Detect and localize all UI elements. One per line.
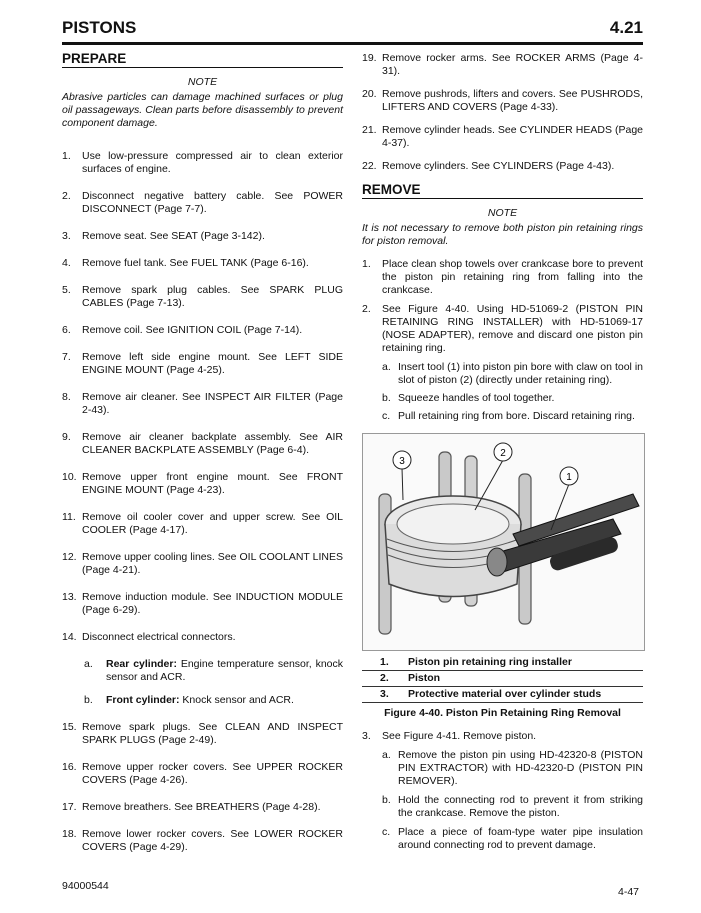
figure-caption: Figure 4-40. Piston Pin Retaining Ring Removal (384, 707, 621, 719)
step: 4. Remove fuel tank. See FUEL TANK (Page 6-16). (62, 257, 309, 269)
substep: b. Front cylinder: Knock sensor and ACR. (84, 694, 294, 706)
substep: a. Insert tool (1) into piston pin bore with claw on tool in slot of piston (2) (directly under retaining ring). (382, 361, 643, 386)
step: 19. Remove rocker arms. See ROCKER ARMS (Page 4-31). (362, 52, 643, 77)
step: 21. Remove cylinder heads. See CYLINDER HEADS (Page 4-37). (362, 124, 643, 149)
substep: b. Hold the connecting rod to prevent it from striking the crankcase. Remove the piston. (382, 794, 643, 819)
step: 2. See Figure 4-40. Using HD-51069-2 (PISTON PIN RETAINING RING INSTALLER) with HD-51069-17 (NOSE ADAPTER), remove and discard one piston pin retaining ring. (362, 303, 643, 354)
step: 2. Disconnect negative battery cable. See POWER DISCONNECT (Page 7-7). (62, 190, 343, 215)
step: 16. Remove upper rocker covers. See UPPER ROCKER COVERS (Page 4-26). (62, 761, 343, 786)
step: 7. Remove left side engine mount. See LEFT SIDE ENGINE MOUNT (Page 4-25). (62, 351, 343, 376)
step: 20. Remove pushrods, lifters and covers. See PUSHRODS, LIFTERS AND COVERS (Page 4-33). (362, 88, 643, 113)
step: 11. Remove oil cooler cover and upper screw. See OIL COOLER (Page 4-17). (62, 511, 343, 536)
note-title: NOTE (487, 207, 518, 219)
step: 1. Use low-pressure compressed air to clean exterior surfaces of engine. (62, 150, 343, 175)
note-body: It is not necessary to remove both piston pin retaining rings for piston removal. (362, 222, 643, 247)
step: 15. Remove spark plugs. See CLEAN AND INSPECT SPARK PLUGS (Page 2-49). (62, 721, 343, 746)
left-column (62, 52, 343, 868)
step: 5. Remove spark plug cables. See SPARK PLUG CABLES (Page 7-13). (62, 284, 343, 309)
substep: c. Place a piece of foam-type water pipe insulation around connecting rod to prevent damage. (382, 826, 643, 851)
prepare-heading: PREPARE (62, 52, 343, 68)
step: 6. Remove coil. See IGNITION COIL (Page 7-14). (62, 324, 303, 336)
step: 18. Remove lower rocker covers. See LOWER ROCKER COVERS (Page 4-29). (62, 828, 343, 853)
substep: a. Rear cylinder: Engine temperature sensor, knock sensor and ACR. (84, 658, 344, 683)
note-body: Abrasive particles can damage machined surfaces or plug oil passageways. Clean parts before disassembly to prevent component damage. (62, 91, 343, 129)
callout-1: 1 (566, 472, 572, 483)
substep: c. Pull retaining ring from bore. Discard retaining ring. (382, 410, 635, 422)
step: 3. Remove seat. See SEAT (Page 3-142). (62, 230, 265, 242)
remove-heading: REMOVE (362, 183, 643, 199)
note-title: NOTE (187, 76, 218, 88)
step: 10. Remove upper front engine mount. See FRONT ENGINE MOUNT (Page 4-23). (62, 471, 343, 496)
page-number: 4-47 (618, 886, 640, 898)
step: 9. Remove air cleaner backplate assembly. See AIR CLEANER BACKPLATE ASSEMBLY (Page 6-4). (62, 431, 343, 456)
callout-3: 3 (399, 456, 405, 467)
page-title: PISTONS (62, 18, 137, 37)
step: 13. Remove induction module. See INDUCTION MODULE (Page 6-29). (62, 591, 343, 616)
legend-row: 3. Protective material over cylinder studs (362, 687, 643, 703)
legend-row: 1. Piston pin retaining ring installer (362, 655, 643, 671)
substep: b. Squeeze handles of tool together. (382, 392, 555, 404)
step: 12. Remove upper cooling lines. See OIL COOLANT LINES (Page 4-21). (62, 551, 343, 576)
document-number: 94000544 (62, 880, 109, 892)
step: 3. See Figure 4-41. Remove piston. (362, 730, 537, 742)
callout-2: 2 (500, 448, 506, 459)
step: 8. Remove air cleaner. See INSPECT AIR FILTER (Page 2-43). (62, 391, 343, 416)
legend-row: 2. Piston (362, 671, 643, 687)
figure-image (362, 433, 645, 651)
step: 1. Place clean shop towels over crankcase bore to prevent the piston pin retaining ring from falling into the crankcase. (362, 258, 643, 296)
section-number: 4.21 (609, 18, 643, 37)
step: 17. Remove breathers. See BREATHERS (Page 4-28). (62, 801, 321, 813)
substep: a. Remove the piston pin using HD-42320-8 (PISTON PIN EXTRACTOR) with HD-42320-D (PISTON PIN REMOVER). (382, 749, 643, 787)
step: 14. Disconnect electrical connectors. (62, 631, 236, 643)
page-header (62, 16, 643, 45)
right-column (362, 52, 643, 852)
figure-legend (362, 655, 643, 703)
step: 22. Remove cylinders. See CYLINDERS (Page 4-43). (362, 160, 615, 172)
piston-tool-illustration (363, 434, 644, 650)
